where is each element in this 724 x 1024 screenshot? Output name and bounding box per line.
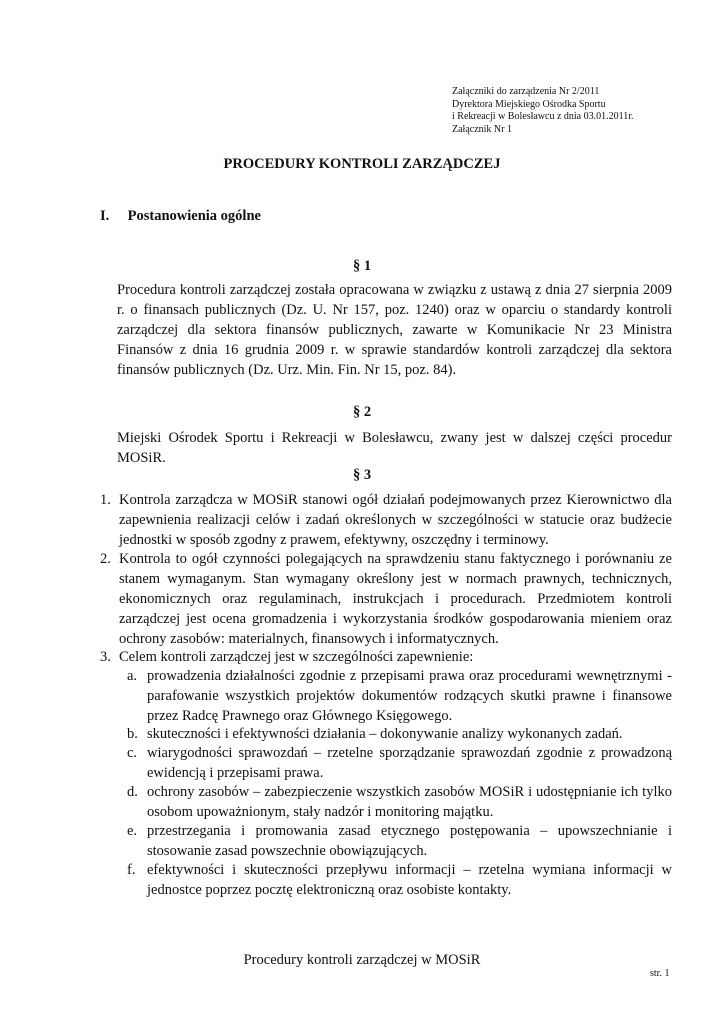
sub-item-letter: a. (127, 668, 138, 684)
sub-item-text: efektywności i skuteczności przepływu informacji – rzetelna wymiana informacji w jednostce poprzez pocztę elektroniczną oraz osobiste kontakty. (147, 862, 672, 898)
paragraph-mark-1: § 1 (352, 258, 372, 274)
section-title: Postanowienia ogólne (127, 208, 261, 224)
sub-item (127, 782, 672, 822)
list-item-number: 2. (100, 551, 111, 567)
sub-item-text: wiarygodności sprawozdań – rzetelne sporządzanie sprawozdań zgodnie z prowadzoną ewidencją i przepisami prawa. (147, 745, 672, 781)
paragraph-mark-2: § 2 (352, 404, 372, 420)
list-item (100, 647, 672, 667)
sub-item-text: skuteczności i efektywności działania – dokonywanie analizy wykonanych zadań. (147, 726, 623, 742)
sub-item (127, 743, 672, 783)
list-item-text: Kontrola zarządcza w MOSiR stanowi ogół działań podejmowanych przez Kierownictwo dla zapewnienia realizacji celów i zadań określonych w szczególności w statucie oraz budżecie jednostki w sposób zgodny z prawem, efektywny, oszczędny i terminowy. (119, 492, 672, 548)
header-line: Załącznik Nr 1 (452, 123, 512, 135)
page-number: str. 1 (650, 968, 670, 979)
header-line: i Rekreacji w Bolesławcu z dnia 03.01.2011r. (452, 111, 634, 122)
document-title: PROCEDURY KONTROLI ZARZĄDCZEJ (223, 156, 501, 172)
list-item-text: Celem kontroli zarządczej jest w szczególności zapewnienie: (119, 649, 474, 665)
sub-item-letter: d. (127, 784, 138, 800)
sub-item-letter: b. (127, 726, 138, 742)
header-line: Załączniki do zarządzenia Nr 2/2011 (452, 86, 600, 97)
sub-item-letter: e. (127, 823, 138, 839)
attachment-header (452, 86, 702, 136)
sub-item-text: przestrzegania i promowania zasad etycznego postępowania – upowszechnianie i stosowanie zasad powszechnie obowiązujących. (147, 823, 672, 859)
paragraph-2-text: Miejski Ośrodek Sportu i Rekreacji w Bolesławcu, zwany jest w dalszej części procedur MOSiR. (117, 430, 672, 466)
page-footer: Procedury kontroli zarządczej w MOSiR (243, 952, 481, 968)
sub-item (127, 666, 672, 726)
section-number: I. (100, 208, 110, 224)
sub-item-text: prowadzenia działalności zgodnie z przepisami prawa oraz procedurami wewnętrznymi - parafowanie wszystkich projektów dokumentów rodzących skutki prawne i finansowe przez Radcę Prawnego oraz Głównego Księgowego. (147, 668, 672, 724)
sub-item (127, 724, 672, 744)
sub-item-letter: c. (127, 745, 138, 761)
list-item-number: 1. (100, 492, 111, 508)
sub-item-text: ochrony zasobów – zabezpieczenie wszystkich zasobów MOSiR i udostępnianie ich tylko osobom upoważnionym, stały nadzór i monitoring majątku. (147, 784, 672, 820)
list-item (100, 549, 672, 649)
section-heading (100, 208, 261, 225)
list-item-number: 3. (100, 649, 111, 665)
sub-item-letter: f. (127, 862, 136, 878)
list-item (100, 490, 672, 550)
sub-item (127, 860, 672, 900)
list-item-text: Kontrola to ogół czynności polegających na sprawdzeniu stanu faktycznego i porównaniu ze stanem wymaganym. Stan wymagany określony jest w normach prawnych, technicznych, ekonomicznych oraz regulaminach, instrukcjach i procedurach. Przedmiotem kontroli zarządczej jest ocena gromadzenia i wykorzystania środków gospodarowania mieniem oraz ochrony zasobów: materialnych, finansowych i informatycznych. (119, 551, 672, 647)
header-line: Dyrektora Miejskiego Ośrodka Sportu (452, 98, 606, 110)
paragraph-mark-3: § 3 (352, 467, 372, 483)
paragraph-1-text: Procedura kontroli zarządczej została opracowana w związku z ustawą z dnia 27 sierpnia 2009 r. o finansach publicznych (Dz. U. Nr 157, poz. 1240) oraz w oparciu o standardy kontroli zarządczej dla sektora finansów publicznych, zawarte w Komunikacie Nr 23 Ministra Finansów z dnia 16 grudnia 2009 r. w sprawie standardów kontroli zarządczej dla sektora finansów publicznych (Dz. Urz. Min. Fin. Nr 15, poz. 84). (117, 282, 672, 378)
sub-item (127, 821, 672, 861)
